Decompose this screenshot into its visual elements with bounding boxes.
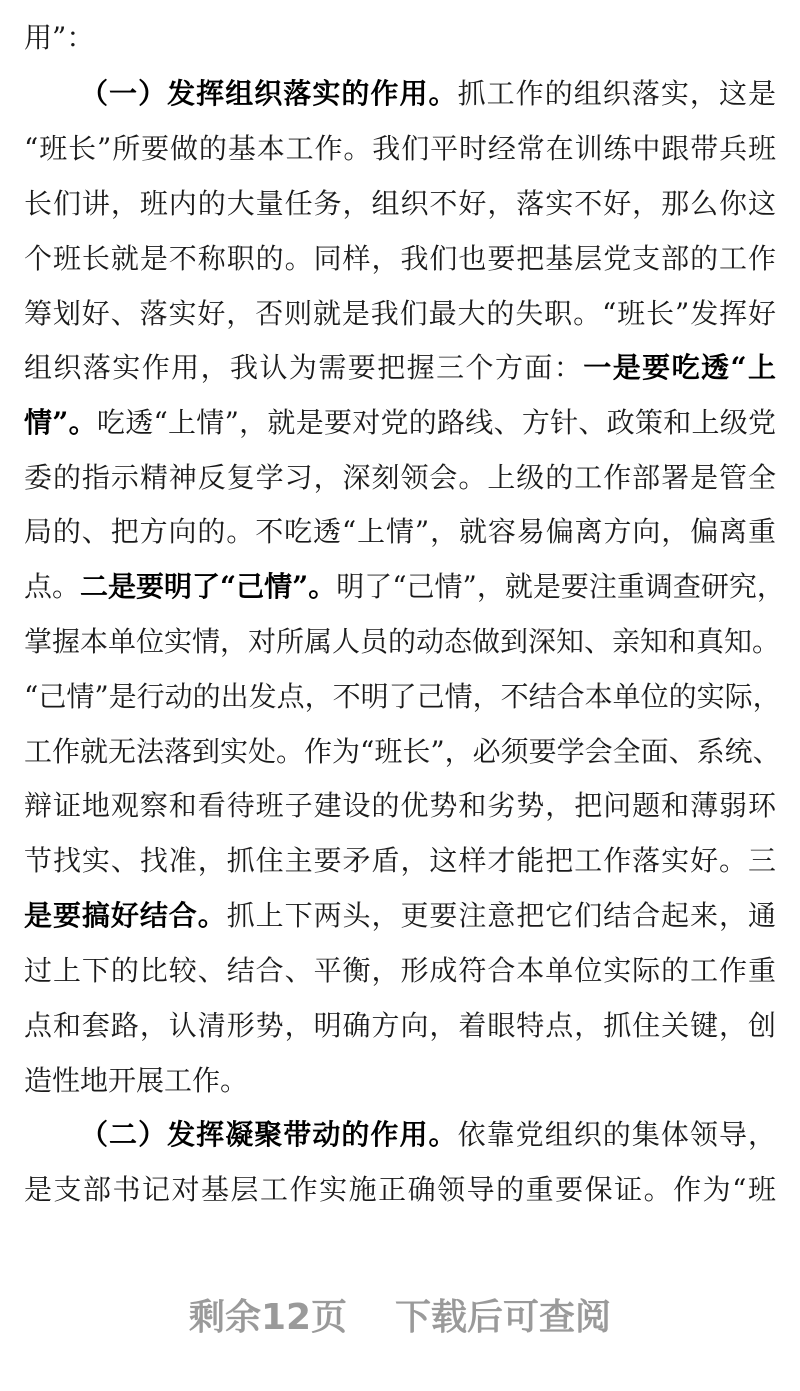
text-line: 造性地开展工作。 [24,1064,249,1097]
section-heading-line: （一）发挥组织落实的作用。抓工作的组织落实，这是 [80,77,776,110]
text-line: “班长”所要做的基本工作。我们平时经常在训练中跟带兵班 [24,132,776,165]
section-heading-line: （二）发挥凝聚带动的作用。依靠党组织的集体领导， [80,1118,776,1151]
key-point-1: 一是要吃透“上 [583,351,776,384]
download-to-view-label: 下载后可查阅 [395,1297,612,1338]
text-line: “己情”是行动的出发点，不明了己情，不结合本单位的实际， [24,680,781,713]
text-line: 用”： [24,21,95,54]
text-line: 情”。吃透“上情”，就是要对党的路线、方针、政策和上级党 [24,406,776,439]
text-line: 工作就无法落到实处。作为“班长”，必须要学会全面、系统、 [24,735,781,768]
text-line: 个班长就是不称职的。同样，我们也要把基层党支部的工作 [24,242,776,275]
text-line: 节找实、找准，抓住主要矛盾，这样才能把工作落实好。三 [24,844,776,877]
text-line: 委的指示精神反复学习，深刻领会。上级的工作部署是管全 [24,461,776,494]
text-line: 是支部书记对基层工作实施正确领导的重要保证。作为“班 [24,1173,776,1206]
text-line: 是要搞好结合。抓上下两头，更要注意把它们结合起来，通 [24,899,776,932]
text-line: 筹划好、落实好，否则就是我们最大的失职。“班长”发挥好 [24,297,776,330]
download-prompt[interactable] [0,1290,800,1346]
section-heading-1: （一）发挥组织落实的作用。 [80,77,458,110]
text-line: 掌握本单位实情，对所属人员的动态做到深知、亲知和真知。 [24,625,781,658]
key-point-3: 是要搞好结合。 [24,899,227,932]
text-line: 局的、把方向的。不吃透“上情”，就容易偏离方向，偏离重 [24,515,776,548]
key-point-2: 二是要明了“己情”。 [80,570,337,603]
text-line: 点和套路，认清形势，明确方向，着眼特点，抓住关键，创 [24,1009,776,1042]
section-heading-2: （二）发挥凝聚带动的作用。 [80,1118,458,1151]
text-line: 组织落实作用，我认为需要把握三个方面：一是要吃透“上 [24,351,776,384]
text-line: 长们讲，班内的大量任务，组织不好，落实不好，那么你这 [24,187,776,220]
remaining-pages-label: 剩余12页 [188,1297,348,1338]
text-line: 过上下的比较、结合、平衡，形成符合本单位实际的工作重 [24,954,776,987]
text-line: 辩证地观察和看待班子建设的优势和劣势，把问题和薄弱环 [24,789,776,822]
text-line: 点。二是要明了“己情”。明了“己情”，就是要注重调查研究， [24,570,785,603]
